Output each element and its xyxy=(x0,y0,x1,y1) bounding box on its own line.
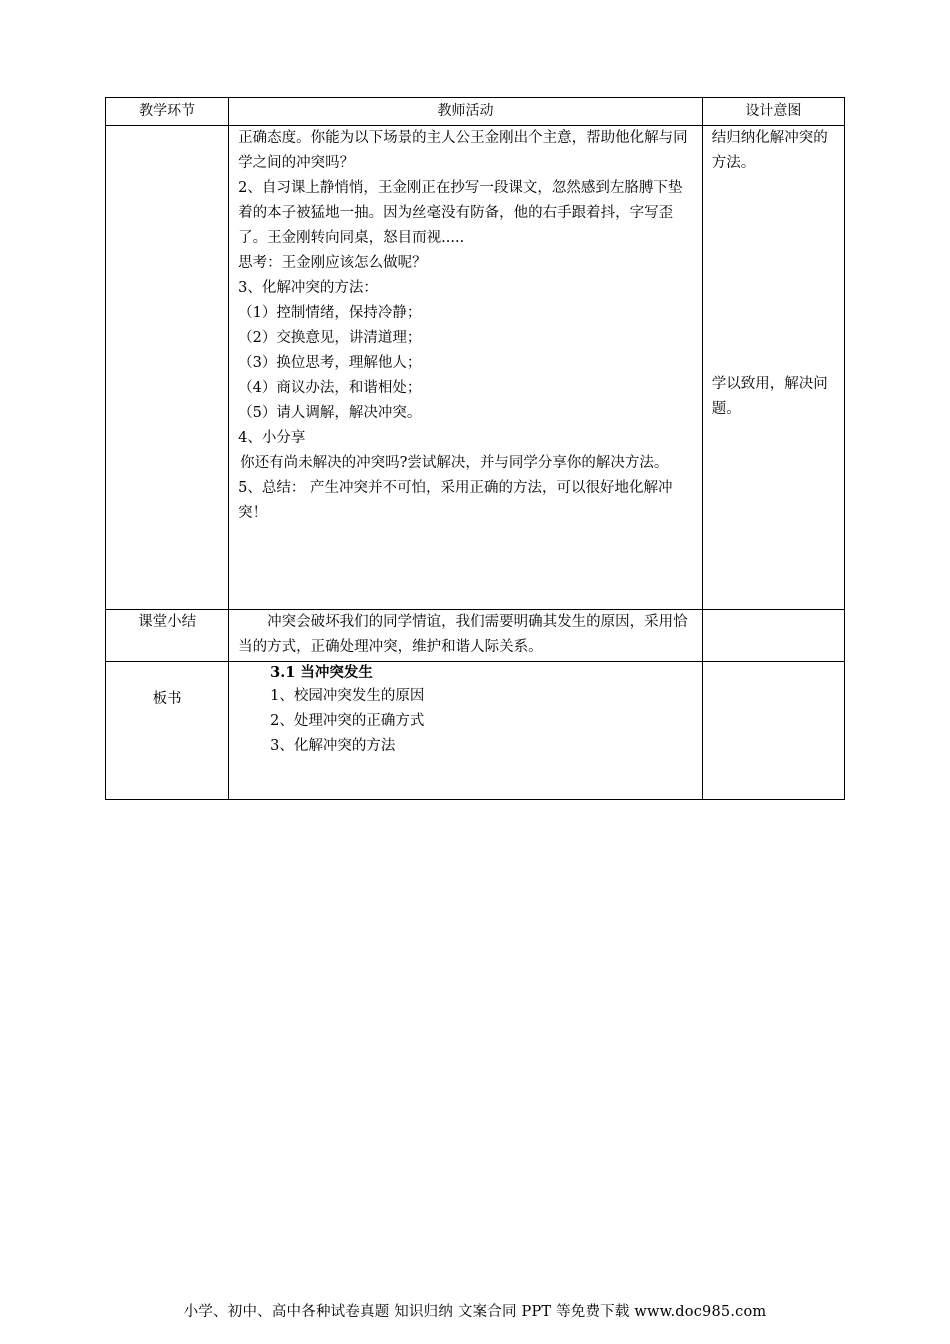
board-teacher-cell xyxy=(229,662,703,800)
board-item-3: 3、化解冲突的方法 xyxy=(270,738,396,754)
intent-text-2: 学以致用，解决问题。 xyxy=(711,376,828,417)
teacher-line-2: 2、自习课上静悄悄，王金刚正在抄写一段课文，忽然感到左胳膊下垫着的本子被猛地一抽。因为丝毫没有防备，他的右手跟着抖，字写歪了。王金刚转向同桌，怒目而视..... xyxy=(238,180,683,246)
teacher-line-4: 3、化解冲突的方法： xyxy=(238,280,378,296)
summary-teacher-cell xyxy=(229,610,703,662)
header-design-intent: 设计意图 xyxy=(702,98,844,126)
board-item-2: 2、处理冲突的正确方式 xyxy=(270,713,425,729)
summary-intent-cell xyxy=(702,610,844,662)
teacher-line-10: 4、小分享 xyxy=(238,430,306,446)
header-stage: 教学环节 xyxy=(106,98,229,126)
table-header-row xyxy=(106,98,845,126)
teacher-line-3: 思考：王金刚应该怎么做呢？ xyxy=(238,255,427,271)
board-stage-label: 板书 xyxy=(152,691,182,707)
page-footer: 小学、初中、高中各种试卷真题 知识归纳 文案合同 PPT 等免费下载 www.doc985.com xyxy=(183,1304,767,1320)
teacher-line-9: （5）请人调解，解决冲突。 xyxy=(238,405,422,421)
lesson-plan-table xyxy=(105,97,845,800)
teacher-line-12: 5、总结： 产生冲突并不可怕，采用正确的方法，可以很好地化解冲突！ xyxy=(238,480,673,521)
board-stage-spacer xyxy=(106,662,228,687)
table-row-summary xyxy=(106,610,845,662)
teacher-line-11: 你还有尚未解决的冲突吗?尝试解决，并与同学分享你的解决方法。 xyxy=(240,455,669,471)
intent-spacer xyxy=(712,176,836,372)
summary-stage-cell: 课堂小结 xyxy=(106,610,229,662)
main-stage-cell xyxy=(106,126,229,610)
board-intent-cell xyxy=(702,662,844,800)
intent-text-1: 结归纳化解冲突的方法。 xyxy=(711,130,828,171)
teacher-line-5: （1）控制情绪，保持冷静； xyxy=(238,305,422,321)
teacher-line-6: （2）交换意见，讲清道理； xyxy=(238,330,422,346)
board-title: 3.1 当冲突发生 xyxy=(270,664,373,681)
teacher-line-1: 正确态度。你能为以下场景的主人公王金刚出个主意，帮助他化解与同学之间的冲突吗？ xyxy=(238,130,688,171)
main-teacher-cell xyxy=(229,126,703,610)
board-stage-cell xyxy=(106,662,229,800)
teacher-line-8: （4）商议办法，和谐相处； xyxy=(238,380,422,396)
teacher-line-7: （3）换位思考，理解他人； xyxy=(238,355,422,371)
table-row-main xyxy=(106,126,845,610)
summary-text: 冲突会破坏我们的同学情谊，我们需要明确其发生的原因，采用恰当的方式，正确处理冲突，维护和谐人际关系。 xyxy=(238,614,688,655)
main-intent-cell xyxy=(702,126,844,610)
header-teacher-activity: 教师活动 xyxy=(229,98,703,126)
table-row-board xyxy=(106,662,845,800)
board-item-1: 1、校园冲突发生的原因 xyxy=(270,688,425,704)
